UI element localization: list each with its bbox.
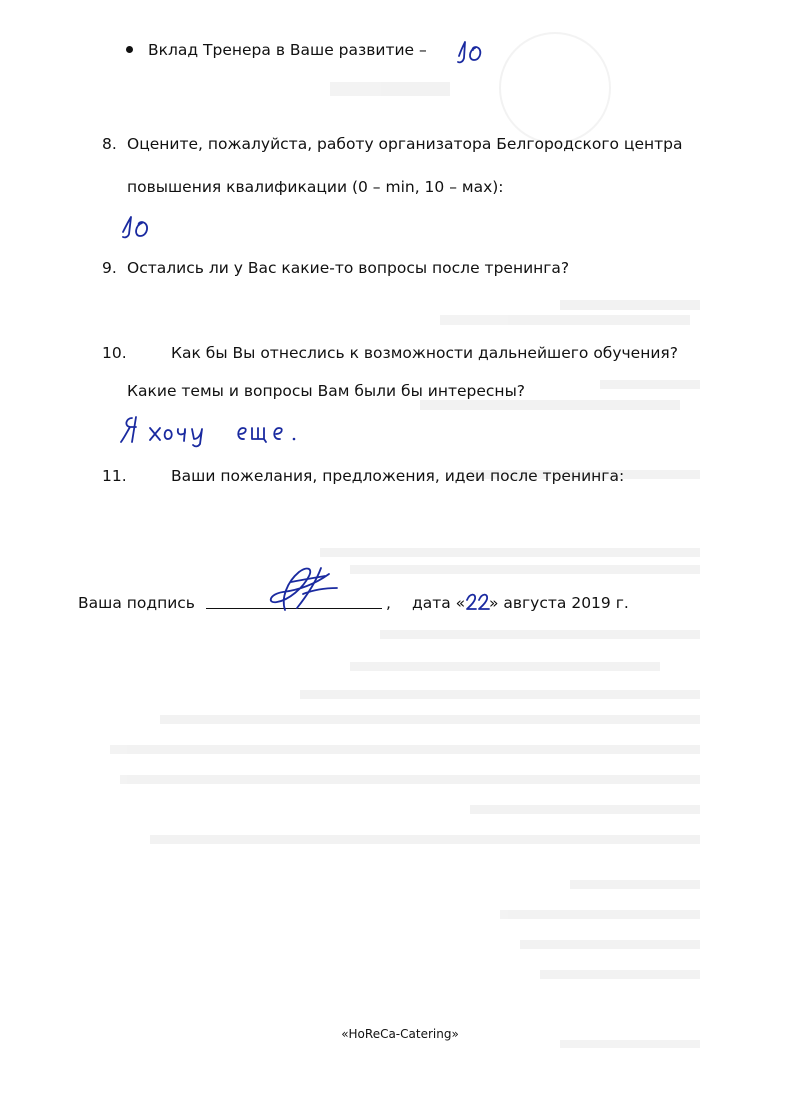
signature-line (206, 608, 382, 609)
q10-number: 10. (102, 344, 127, 362)
q9-number: 9. (102, 259, 117, 277)
bullet-marker (126, 46, 133, 53)
q8-line1: Оцените, пожалуйста, работу организатора Белгородского центра (127, 135, 683, 153)
q8-line2: повышения квалификации (0 – min, 10 – мах): (127, 178, 504, 196)
handwritten-date-day (464, 588, 492, 614)
q11-number: 11. (102, 467, 127, 485)
handwritten-trainer-score (455, 36, 495, 66)
handwritten-organizer-score (118, 210, 158, 242)
date-label: дата « (412, 594, 466, 612)
handwritten-q10-answer (118, 412, 308, 448)
footer-company: «HoReCa-Catering» (341, 1027, 459, 1041)
q10-line2: Какие темы и вопросы Вам были бы интересны? (127, 382, 526, 400)
signature-label: Ваша подпись (78, 594, 195, 612)
bullet-trainer-text: Вклад Тренера в Ваше развитие – (148, 41, 427, 59)
q10-line1: Как бы Вы отнеслись к возможности дальнейшего обучения? (171, 344, 678, 362)
q9-text: Остались ли у Вас какие-то вопросы после тренинга? (127, 259, 570, 277)
handwritten-signature (255, 560, 345, 618)
q8-number: 8. (102, 135, 117, 153)
signature-comma: , (386, 594, 391, 612)
q11-text: Ваши пожелания, предложения, идеи после тренинга: (171, 467, 625, 485)
date-month-year: » августа 2019 г. (489, 594, 629, 612)
